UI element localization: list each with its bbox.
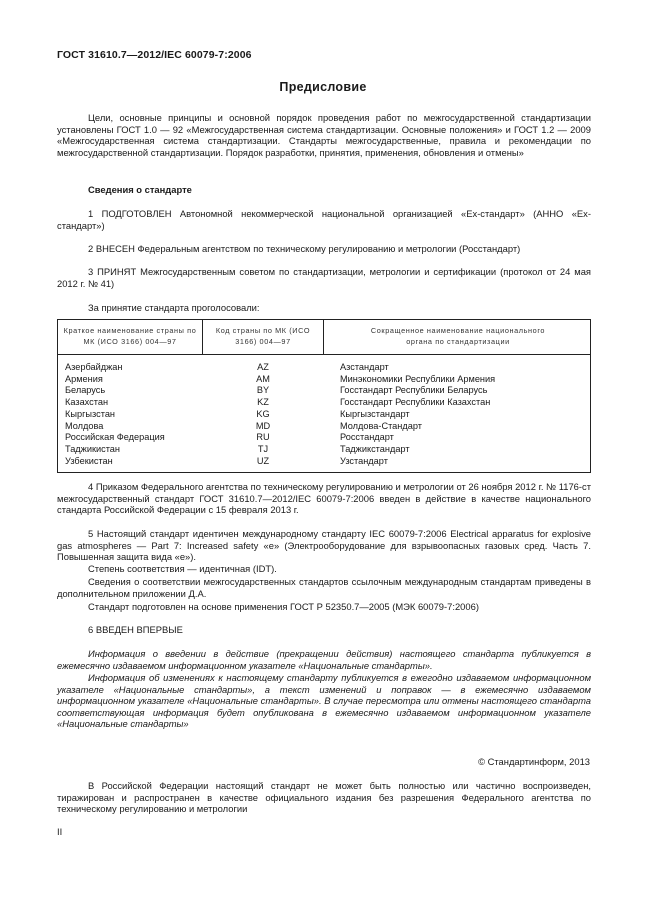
info-paragraph-1: Информация о введении в действие (прекращении действия) настоящего стандарта публикуется в ежемесячно издаваемом информационном указателе «Национальные стандарты».	[57, 648, 591, 671]
table-cell-code: KG	[256, 408, 270, 419]
item-2-paragraph: 2 ВНЕСЕН Федеральным агентством по техническому регулированию и метрологии (Росстандарт)	[88, 243, 521, 254]
section-heading: Сведения о стандарте	[88, 184, 192, 195]
item-1-paragraph: 1 ПОДГОТОВЛЕН Автономной некоммерческой национальной организацией «Ех-стандарт» (АННО «Ех-стандарт»)	[57, 208, 591, 231]
intro-paragraph: Цели, основные принципы и основной порядок проведения работ по межгосударственной стандартизации установлены ГОСТ 1.0 — 92 «Межгосударственная система стандартизации. Основные положения» и ГОСТ 1.2 — 2009 «Межгосударственная система стандартизации. Стандарты межгосударственные, правила и рекомендации по межгосударственной стандартизации. Порядок разработки, принятия, применения, обновления и отмены»	[57, 112, 591, 158]
vote-intro: За принятие стандарта проголосовали:	[88, 302, 260, 313]
copyright-notice: © Стандартинформ, 2013	[478, 756, 590, 767]
table-cell-country: Кыргызстан	[65, 408, 116, 419]
table-cell-agency: Госстандарт Республики Беларусь	[340, 385, 488, 396]
document-header: ГОСТ 31610.7—2012/IEC 60079-7:2006	[57, 49, 252, 61]
table-cell-agency: Росстандарт	[340, 432, 394, 443]
header-country: Краткое наименование страны по МК (ИСО 3166) 004—97	[63, 326, 197, 346]
table-cell-code: BY	[256, 385, 270, 396]
table-cell-agency: Узстандарт	[340, 455, 388, 466]
item-5-conformity: Степень соответствия — идентичная (IDT).	[88, 563, 277, 574]
country-column	[65, 362, 200, 467]
table-cell-agency: Молдова-Стандарт	[340, 420, 422, 431]
code-column	[203, 362, 323, 467]
table-cell-code: RU	[256, 432, 270, 443]
item-5-paragraph: 5 Настоящий стандарт идентичен международному стандарту IEC 60079-7:2006 Electrical apparatus for explosive gas atmospheres — Part 7: Increased safety «e» (Электрооборудование для взрывоопасных газовых сред. Часть 7. Повышенная защита вида «e»).	[57, 528, 591, 563]
table-cell-country: Таджикистан	[65, 443, 120, 454]
header-agency: Сокращенное наименование национального органа по стандартизации	[370, 326, 546, 346]
table-cell-code: UZ	[256, 455, 270, 466]
agency-column	[340, 362, 580, 467]
table-cell-country: Азербайджан	[65, 362, 123, 372]
table-cell-agency: Кыргызстандарт	[340, 408, 410, 419]
table-cell-agency: Госстандарт Республики Казахстан	[340, 397, 491, 408]
item-5-basis: Стандарт подготовлен на основе применения ГОСТ Р 52350.7—2005 (МЭК 60079-7:2006)	[88, 601, 479, 612]
table-cell-country: Беларусь	[65, 385, 106, 396]
table-cell-country: Армения	[65, 373, 103, 384]
table-cell-country: Узбекистан	[65, 455, 113, 466]
table-cell-agency: Минэкономики Республики Армения	[340, 373, 496, 384]
table-cell-code: AZ	[257, 362, 269, 372]
info-paragraph-2: Информация об изменениях к настоящему стандарту публикуется в ежегодно издаваемом информационном указателе «Национальные стандарты», а текст изменений и поправок — в ежемесячно издаваемом информационном указателе «Национальные стандарты». В случае пересмотра или отмены настоящего стандарта соответствующая информация будет опубликована в ежемесячно издаваемом информационном указателе «Национальные стандарты»	[57, 672, 591, 730]
page-number: II	[57, 826, 63, 837]
table-cell-code: KZ	[257, 397, 269, 408]
voting-table	[57, 319, 591, 473]
table-cell-country: Молдова	[65, 420, 104, 431]
header-code: Код страны по МК (ИСО 3166) 004—97	[215, 326, 311, 346]
item-6-paragraph: 6 ВВЕДЕН ВПЕРВЫЕ	[88, 624, 183, 635]
item-4-paragraph: 4 Приказом Федерального агентства по техническому регулированию и метрологии от 26 ноября 2012 г. № 1176-ст межгосударственный стандарт ГОСТ 31610.7—2012/IEC 60079-7:2006 введен в действие в качестве национального стандарта Российской Федерации с 15 февраля 2013 г.	[57, 481, 591, 516]
table-cell-code: TJ	[257, 443, 269, 454]
page-title: Предисловие	[279, 80, 367, 94]
table-cell-code: AM	[256, 373, 270, 384]
item-3-paragraph: 3 ПРИНЯТ Межгосударственным советом по стандартизации, метрологии и сертификации (протокол от 24 мая 2012 г. № 41)	[57, 266, 591, 289]
table-cell-code: MD	[255, 420, 271, 431]
item-5-references: Сведения о соответствии межгосударственных стандартов ссылочным международным стандартам приведены в дополнительном приложении Д.А.	[57, 576, 591, 599]
table-cell-agency: Азстандарт	[340, 362, 389, 372]
table-cell-country: Российская Федерация	[65, 432, 165, 443]
table-cell-agency: Таджикстандарт	[340, 443, 410, 454]
legal-paragraph: В Российской Федерации настоящий стандарт не может быть полностью или частично воспроизведен, тиражирован и распространен в качестве официального издания без разрешения Федерального агентства по техническому регулированию и метрологии	[57, 780, 591, 815]
table-cell-country: Казахстан	[65, 397, 109, 408]
